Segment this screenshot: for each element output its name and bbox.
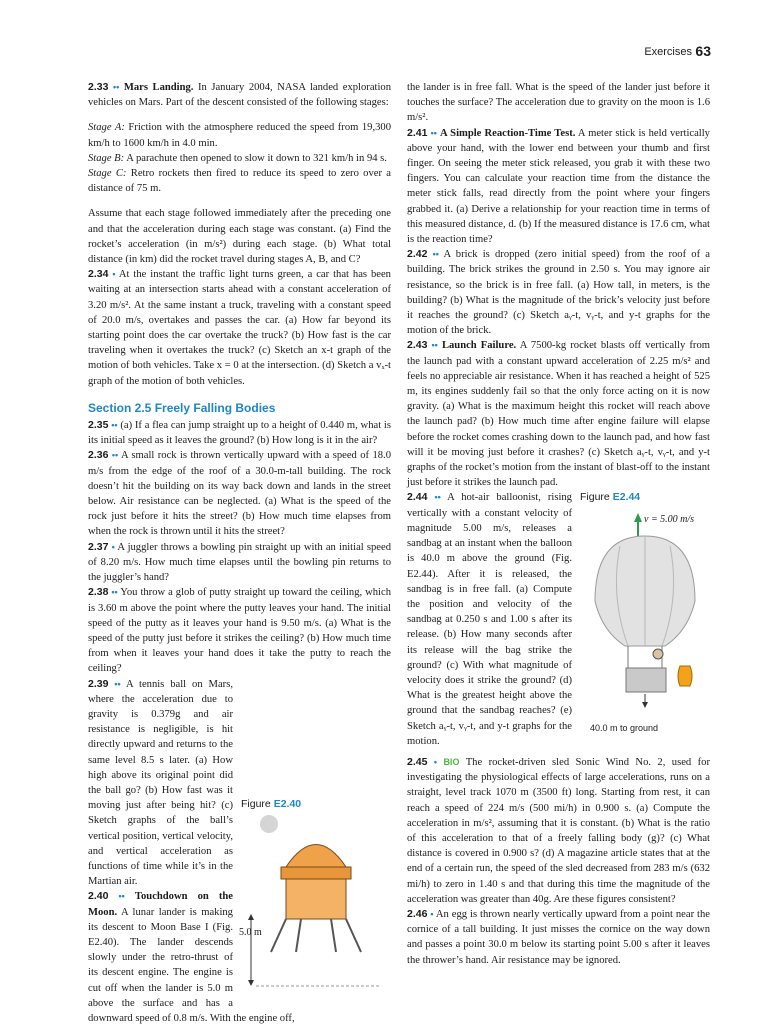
lunar-lander-illustration xyxy=(241,812,391,992)
problem-2-41: 2.41 •• A Simple Reaction-Time Test. A meter stick is held vertically above your hand, with the lower end between your thumb and first finger. On seeing the meter stick released, you grab it with these two fingers. You can calculate your reaction time from the distance the meter stick falls, read directly from the point where your fingers grabbed it. (a) Derive a relationship for your reaction time in terms of this measured distance, d. (b) If the measured distance is 17.6 cm, what is the reaction time? xyxy=(407,126,710,246)
problem-2-35: 2.35 •• (a) If a flea can jump straight up to a height of 0.440 m, what is its initial speed as it leaves the ground? (b) How long is it in the air? xyxy=(88,419,391,447)
problem-2-44: 2.44 •• A hot-air balloonist, rising vertically with a constant velocity of magnitude 5.00 m/s, releases a sandbag at an instant when the balloon is 40.0 m above the ground (Fig. E2.44). After it is released, the sandbag is in free fall. (a) Compute the position and velocity of the sandbag at 0.250 s and 1.00 s after its release. (b) How many seconds after its release will the bag strike the ground? (c) With what magnitude of velocity does it strike the ground? (d) What is the greatest height above the ground that the sandbag reaches? (e) Sketch aᵧ-t, vᵧ-t, and y-t graphs for the motion. xyxy=(407,491,572,747)
problem-2-40: 2.40 •• Touchdown on the Moon. A lunar lander is making its descent to Moon Base I (Fig. E2.40). The lander descends slowly under the retro-thrust of its descent engine. The engine is cut off when the lander is 5.0 m above the surface and has a downward speed of 0.8 m/s. With the engine off, xyxy=(88,890,295,1024)
problem-2-40-continued: the lander is in free fall. What is the speed of the lander just before it touches the surface? The acceleration due to gravity on the moon is 1.6 m/s². xyxy=(407,82,710,124)
problem-2-46: 2.46 • An egg is thrown nearly vertically upward from a point near the cornice of a tall building. It just misses the cornice on the way down and passes a point 30.0 m below its starting point 5.00 s after it leaves the thrower’s hand. Air resistance may be ignored. xyxy=(407,907,710,966)
stage-a: Stage A: Friction with the atmosphere reduced the speed from 19,300 km/h to 1600 km/h in 4.0 min. xyxy=(88,122,392,149)
problem-2-43: 2.43 •• Launch Failure. A 7500-kg rocket blasts off vertically from the launch pad with a constant upward acceleration of 2.25 m/s² and feels no appreciable air resistance. When it has reached a height of 525 m, its engines suddenly fail so that the only force acting on it is now gravity. (a) What is the maximum height this rocket will reach above the launch pad? (b) How much time after engine failure will elapse before the rocket comes crashing down to the launch pad, and how fast will it be moving just before it crashes? (c) Sketch aᵧ-t, vᵧ-t, and y-t graphs of the rocket’s motion from the instant of blast-off to the instant just before it strikes the launch pad. xyxy=(407,339,710,489)
figure-e2-44-caption: 40.0 m to ground xyxy=(590,723,659,734)
running-header xyxy=(0,40,768,62)
figure-e2-44-label: Figure E2.44 xyxy=(580,491,641,504)
figure-e2-40-label: Figure E2.40 xyxy=(241,797,302,810)
velocity-label: v = 5.00 m/s xyxy=(644,514,695,526)
left-column xyxy=(88,80,391,1026)
problem-2-34: 2.34 • At the instant the traffic light turns green, a car that has been waiting at an intersection starts ahead with a constant acceleration of 3.20 m/s². At the same instant a truck, traveling with a constant speed of 20.0 m/s, overtakes and passes the car. (a) How far beyond its starting point does the car overtake the truck? (b) How fast is the car traveling when it overtakes the truck? (c) Sketch an x-t graph of the motion of both vehicles. Take x = 0 at the intersection. (d) Sketch a vₓ-t graph of the motion of both vehicles. xyxy=(88,268,391,387)
problem-2-33-questions: Assume that each stage followed immediately after the preceding one and that the acceleration during each stage was constant. (a) Find the rocket’s acceleration (in m/s²) during each stage. (b) What total distance (in km) did the rocket travel during stages A, B, and C? xyxy=(88,208,391,266)
problem-2-45: 2.45 • BIO The rocket-driven sled Sonic Wind No. 2, used for investigating the physiological effects of large accelerations, runs on a straight, level track 1070 m (3500 ft) long. Starting from rest, it can reach a speed of 224 m/s (500 mi/h) in 0.900 s. (a) Compute the acceleration in m/s², assuming that it is constant. (b) What is the ratio of this acceleration to that of a freely falling body (g)? (c) What distance is covered in 0.900 s? (d) A magazine article states that at the end of a certain run, the speed of the sled decreased from 283 m/s (632 mi/h) to zero in 1.40 s and that during this time the magnitude of the acceleration was greater than 40g. Are these figures consistent? xyxy=(407,755,710,905)
problem-2-37: 2.37 • A juggler throws a bowling pin straight up with an initial speed of 8.20 m/s. How much time elapses until the bowling pin returns to the juggler’s hand? xyxy=(88,540,391,584)
figure-e2-44 xyxy=(580,490,710,740)
problem-2-38: 2.38 •• You throw a glob of putty straight up toward the ceiling, which is 3.60 m above the point where the putty leaves your hand. The initial speed of the putty as it leaves your hand is 9.50 m/s. (a) What is the speed of the putty just before it strikes the ceiling? (b) How much time from when it leaves your hand does it take the putty to reach the ceiling? xyxy=(88,586,391,675)
problem-2-39: 2.39 •• A tennis ball on Mars, where the acceleration due to gravity is 0.379g and air resistance is negligible, is hit directly upward and returns to the same level 8.5 s later. (a) How high above its original point did the ball go? (b) How fast was it moving just after being hit? (c) Sketch graphs of the ball’s vertical position, vertical velocity, and vertical acceleration as functions of time while it’s in the Martian air. xyxy=(88,677,233,888)
sandbag-icon xyxy=(678,666,692,686)
up-arrow-icon xyxy=(634,513,642,522)
right-column xyxy=(407,80,710,968)
height-label: 5.0 m xyxy=(239,926,262,938)
stage-c: Stage C: Retro rockets then fired to reduce its speed to zero over a distance of 75 m. xyxy=(88,168,392,195)
hot-air-balloon-illustration xyxy=(580,506,710,721)
stage-b: Stage B: A parachute then opened to slow it down to 321 km/h in 94 s. xyxy=(88,152,387,164)
section-heading: Section 2.5 Freely Falling Bodies xyxy=(88,400,276,415)
figure-e2-40 xyxy=(241,797,391,997)
problem-2-42: 2.42 •• A brick is dropped (zero initial speed) from the roof of a building. The brick strikes the ground in 2.50 s. You may ignore air resistance, so the brick is in free fall. (a) How tall, in meters, is the building? (b) What is the magnitude of the brick’s velocity just before it reaches the ground? (c) Sketch aᵧ-t, vᵧ-t, and y-t graphs for the motion of the brick. xyxy=(407,248,710,337)
balloonist-icon xyxy=(653,649,663,659)
section-title: Exercises xyxy=(644,46,692,58)
problem-2-33: 2.33 •• Mars Landing. In January 2004, NASA landed exploration vehicles on Mars. Part of the descent consisted of the following stages: xyxy=(88,81,392,109)
moon-icon xyxy=(260,815,278,833)
page-number: 63 xyxy=(695,43,711,59)
problem-2-36: 2.36 •• A small rock is thrown vertically upward with a speed of 18.0 m/s from the edge of the roof of a 30.0-m-tall building. The rock doesn’t hit the building on its way back down and lands in the street below. Air resistance can be neglected. (a) What is the speed of the rock just before it hits the street? (b) How much time elapses from when the rock is thrown until it hits the street? xyxy=(88,449,391,538)
